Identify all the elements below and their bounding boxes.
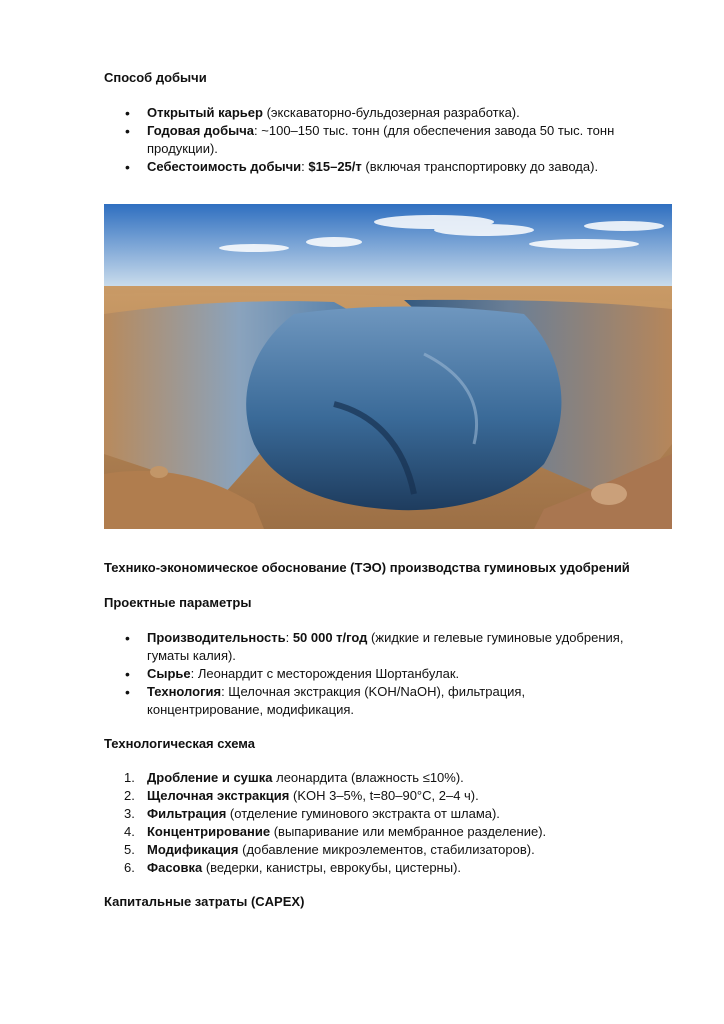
pit-floor [246,307,561,511]
list-item: 3. Фильтрация (отделение гуминового экстракта от шлама). [124,806,500,821]
list-item: 4. Концентрирование (выпаривание или мембранное разделение). [124,824,547,839]
scheme-list [104,769,644,877]
list-item: • Себестоимость добычи: $15–25/т (включая транспортировку до завода). [104,158,644,176]
list-item: 1. Дробление и сушка леонардита (влажность ≤10%). [124,770,464,785]
list-item: 2. Щелочная экстракция (KOH 3–5%, t=80–90°C, 2–4 ч). [124,788,479,803]
list-item: • Годовая добыча: ~100–150 тыс. тонн (для обеспечения завода 50 тыс. тонн продукции). [104,122,644,158]
feasibility-title: Технико-экономическое обоснование (ТЭО) производства гуминовых удобрений [104,560,630,575]
boulder [591,483,627,505]
open-pit-mine-photo [104,204,672,529]
list-item: 5. Модификация (добавление микроэлементов, стабилизаторов). [124,842,535,857]
list-item: • Открытый карьер (экскаваторно-бульдозерная разработка). [104,104,644,122]
params-heading: Проектные параметры [104,595,252,610]
mining-heading: Способ добычи [104,70,207,85]
sky [104,204,672,294]
params-list [104,629,644,719]
list-item: • Производительность: 50 000 т/год (жидкие и гелевые гуминовые удобрения, гуматы калия). [104,629,644,665]
list-item: 6. Фасовка (ведерки, канистры, еврокубы, цистерны). [124,860,462,875]
list-item: • Сырье: Леонардит с месторождения Шортанбулак. [104,665,644,683]
list-item: • Технология: Щелочная экстракция (KOH/NaOH), фильтрация, концентрирование, модификация. [104,683,644,719]
open-pit-illustration [104,204,672,529]
mining-list [104,104,644,176]
scheme-heading: Технологическая схема [104,736,255,751]
capex-heading: Капитальные затраты (CAPEX) [104,894,305,909]
